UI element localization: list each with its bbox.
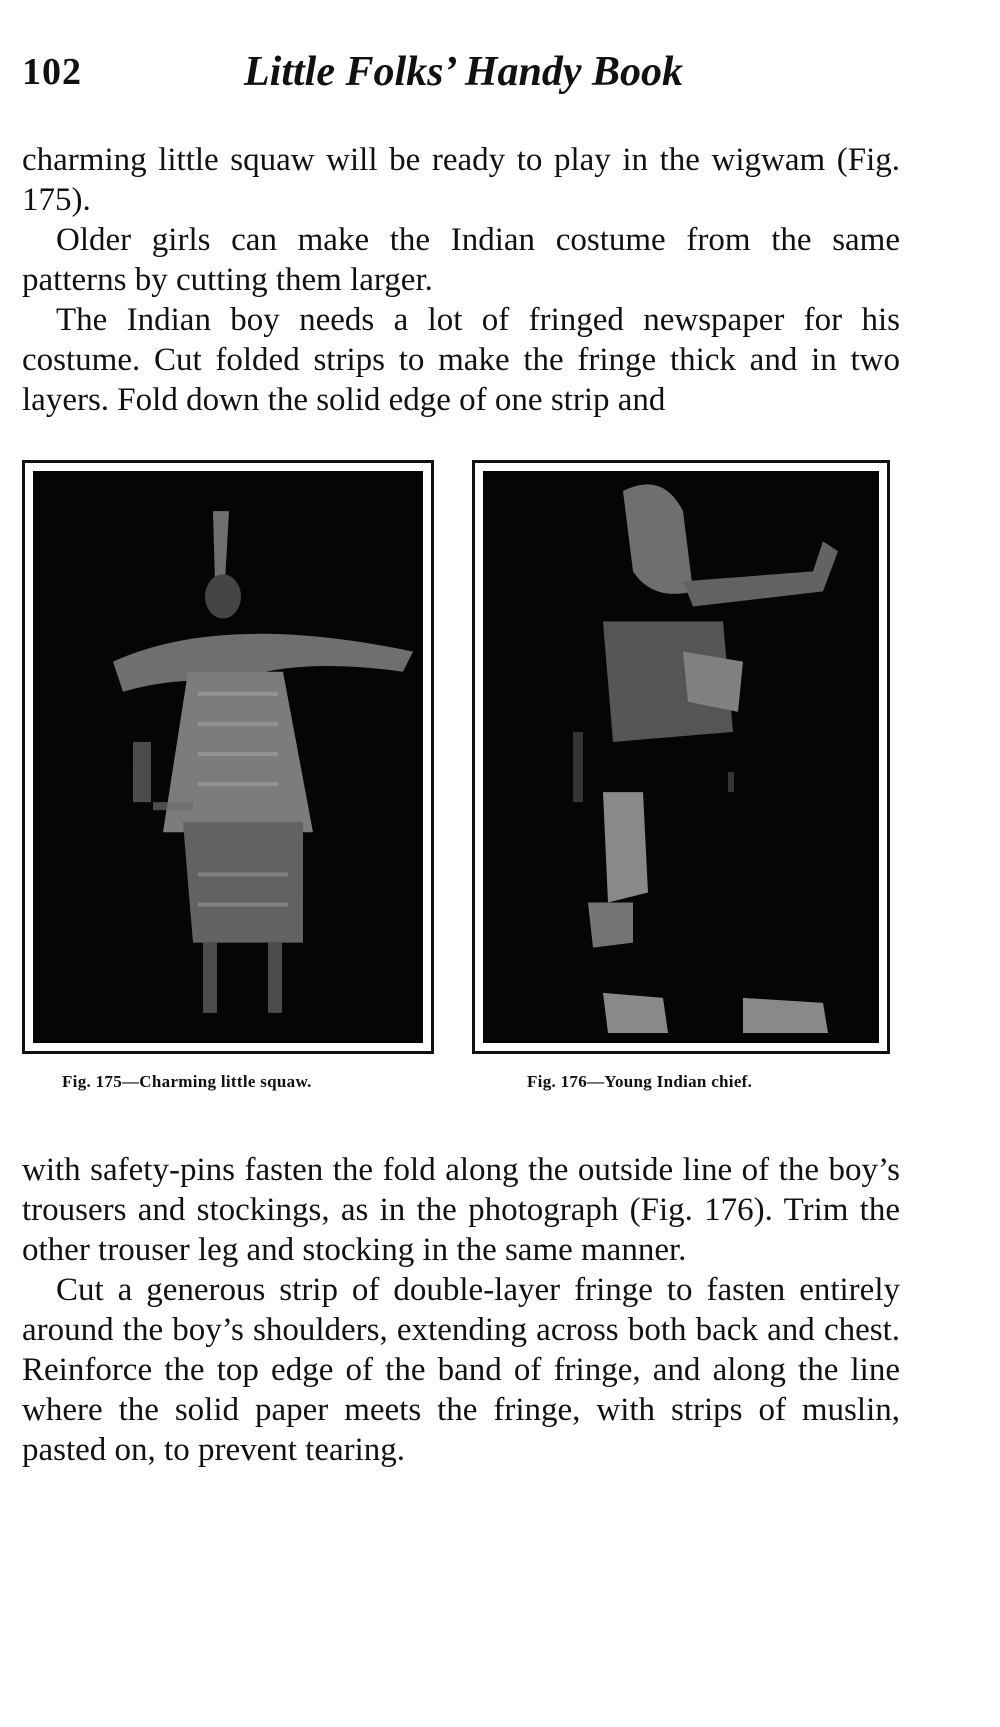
body-text-bottom [22,1150,900,1470]
figure-175-photo [33,471,423,1043]
paragraph-continued: with safety-pins fasten the fold along the outside line of the boy’s trousers and stockings, as in the photograph (Fig. 176). Trim the other trouser leg and stocking in the same manner. [22,1152,900,1268]
paragraph: The Indian boy needs a lot of fringed newspaper for his costume. Cut folded strips to make the fringe thick and in two layers. Fold down the solid edge of one strip and [22,302,900,418]
indian-chief-photo-illustration [483,471,879,1043]
paragraph: Cut a generous strip of double-layer fringe to fasten entirely around the boy’s shoulders, extending across both back and chest. Reinforce the top edge of the band of fringe, and along the line where the solid paper meets the fringe, with strips of muslin, pasted on, to prevent tearing. [22,1272,900,1468]
book-title: Little Folks’ Handy Book [244,49,684,95]
running-head [22,50,902,110]
figure-175-frame [22,460,434,1054]
figure-176-caption: Fig. 176—Young Indian chief. [527,1072,753,1091]
paragraph-continued: charming little squaw will be ready to play in the wigwam (Fig. 175). [22,142,900,218]
paragraph: Older girls can make the Indian costume from the same patterns by cutting them larger. [22,222,900,298]
figure-176-photo [483,471,879,1043]
body-text-top [22,140,900,420]
squaw-photo-illustration [33,471,423,1043]
page-number: 102 [22,51,82,93]
figure-176-frame [472,460,890,1054]
figure-175-caption: Fig. 175—Charming little squaw. [62,1072,312,1091]
